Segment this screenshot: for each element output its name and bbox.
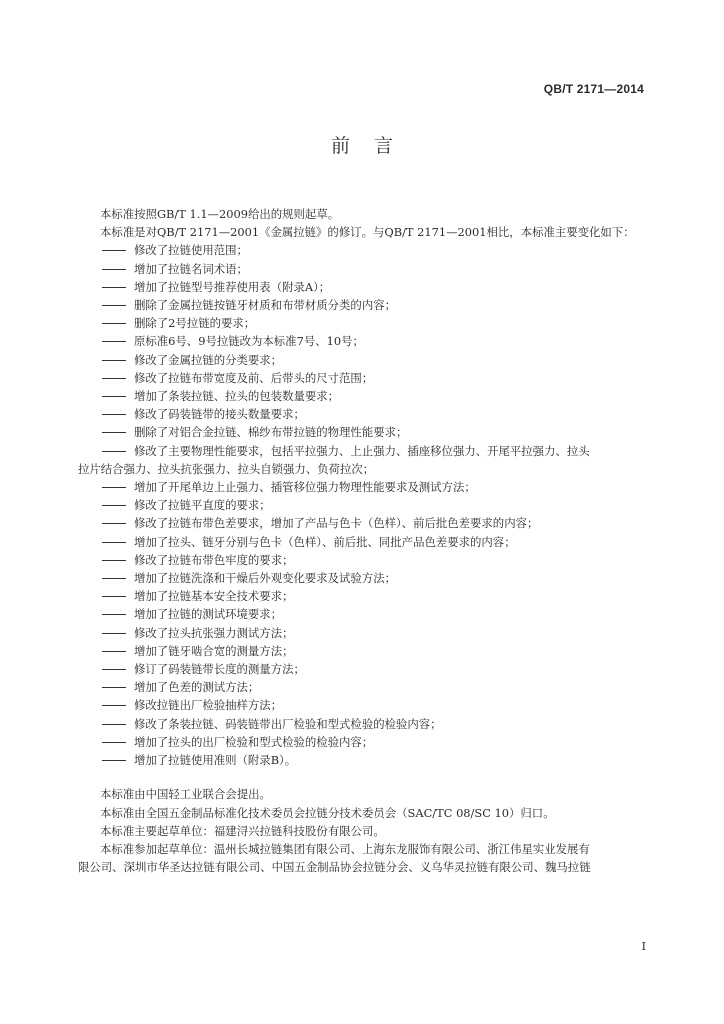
list-item: 增加了拉链型号推荐使用表（附录A）； <box>78 278 646 296</box>
spacer <box>78 769 646 785</box>
intro-paragraph: 本标准按照GB/T 1.1—2009给出的规则起草。 <box>100 207 340 221</box>
dash-marker <box>102 432 126 433</box>
list-item: 修改了金属拉链的分类要求； <box>78 351 646 369</box>
standard-number: QB/T 2171—2014 <box>543 82 644 96</box>
dash-marker <box>102 396 126 397</box>
dash-marker <box>102 287 126 288</box>
dash-marker <box>102 323 126 324</box>
change-list <box>78 241 646 769</box>
list-item: 增加了拉链的测试环境要求； <box>78 605 646 623</box>
list-item: 增加了拉头、链牙分别与色卡（色样）、前后批、同批产品色差要求的内容； <box>78 533 646 551</box>
dash-marker <box>102 742 126 743</box>
list-item: 删除了金属拉链按链牙材质和布带材质分类的内容； <box>78 296 646 314</box>
dash-marker <box>102 687 126 688</box>
closing-paragraph: 本标准由中国轻工业联合会提出。 <box>100 787 271 802</box>
list-item: 修改了拉头抗张强力测试方法； <box>78 624 646 642</box>
dash-marker <box>102 669 126 670</box>
list-item: 增加了链牙啮合宽的测量方法； <box>78 642 646 660</box>
list-item: 增加了开尾单边上止强力、插管移位强力物理性能要求及测试方法； <box>78 478 646 496</box>
list-item: 增加了色差的测试方法； <box>78 678 646 696</box>
dash-marker <box>102 341 126 342</box>
list-item: 增加了拉链名词术语； <box>78 260 646 278</box>
list-item: 修改了拉链使用范围； <box>78 241 646 259</box>
dash-marker <box>102 505 126 506</box>
list-item: 修改拉链出厂检验抽样方法； <box>78 696 646 714</box>
list-item: 增加了条装拉链、拉头的包装数量要求； <box>78 387 646 405</box>
list-item: 修改了码装链带的接头数量要求； <box>78 405 646 423</box>
list-item: 修改了拉链布带色牢度的要求； <box>78 551 646 569</box>
closing-paragraph-continuation: 限公司、深圳市华圣达拉链有限公司、中国五金制品协会拉链分会、义乌华灵拉链有限公司、魏马拉链 <box>78 860 591 875</box>
dash-marker <box>102 596 126 597</box>
list-item: 修改了拉链布带宽度及前、后带头的尺寸范围； <box>78 369 646 387</box>
dash-marker <box>102 578 126 579</box>
page-number: I <box>641 940 646 953</box>
list-item: 增加了拉头的出厂检验和型式检验的检验内容； <box>78 733 646 751</box>
list-item: 修改了拉链平直度的要求； <box>78 496 646 514</box>
list-item: 增加了拉链使用准则（附录B）。 <box>78 751 646 769</box>
dash-marker <box>102 724 126 725</box>
dash-marker <box>102 542 126 543</box>
dash-marker <box>102 305 126 306</box>
dash-marker <box>102 560 126 561</box>
dash-marker <box>102 414 126 415</box>
dash-marker <box>102 651 126 652</box>
list-item: 修订了码装链带长度的测量方法； <box>78 660 646 678</box>
closing-paragraph: 本标准由全国五金制品标准化技术委员会拉链分技术委员会（SAC/TC 08/SC 10）归口。 <box>100 805 555 820</box>
dash-marker <box>102 378 126 379</box>
list-item: 原标准6号、9号拉链改为本标准7号、10号； <box>78 332 646 350</box>
dash-marker <box>102 250 126 251</box>
dash-marker <box>102 705 126 706</box>
dash-marker <box>102 614 126 615</box>
dash-marker <box>102 523 126 524</box>
list-item-continuation: 拉片结合强力、拉头抗张强力、拉头自锁强力、负荷拉次； <box>78 461 375 476</box>
list-item: 修改了拉链布带色差要求，增加了产品与色卡（色样）、前后批色差要求的内容； <box>78 514 646 532</box>
list-item: 修改了条装拉链、码装链带出厂检验和型式检验的检验内容； <box>78 715 646 733</box>
closing-paragraph: 本标准主要起草单位：福建浔兴拉链科技股份有限公司。 <box>100 823 385 838</box>
dash-marker <box>102 451 126 452</box>
list-item: 删除了2号拉链的要求； <box>78 314 646 332</box>
list-item: 增加了拉链洗涤和干燥后外观变化要求及试验方法； <box>78 569 646 587</box>
intro-paragraph: 本标准是对QB/T 2171—2001《金属拉链》的修订。与QB/T 2171—2001相比，本标准主要变化如下： <box>100 225 635 240</box>
page-title: 前言 <box>330 135 417 157</box>
list-item: 增加了拉链基本安全技术要求； <box>78 587 646 605</box>
closing-paragraph: 本标准参加起草单位：温州长城拉链集团有限公司、上海东龙服饰有限公司、浙江伟星实业发展有 <box>100 841 590 856</box>
dash-marker <box>102 269 126 270</box>
dash-marker <box>102 760 126 761</box>
dash-marker <box>102 633 126 634</box>
list-item: 修改了主要物理性能要求，包括平拉强力、上止强力、插座移位强力、开尾平拉强力、拉头 <box>78 442 646 460</box>
document-body <box>78 205 646 876</box>
dash-marker <box>102 487 126 488</box>
list-item: 删除了对铝合金拉链、棉纱布带拉链的物理性能要求； <box>78 423 646 441</box>
dash-marker <box>102 360 126 361</box>
